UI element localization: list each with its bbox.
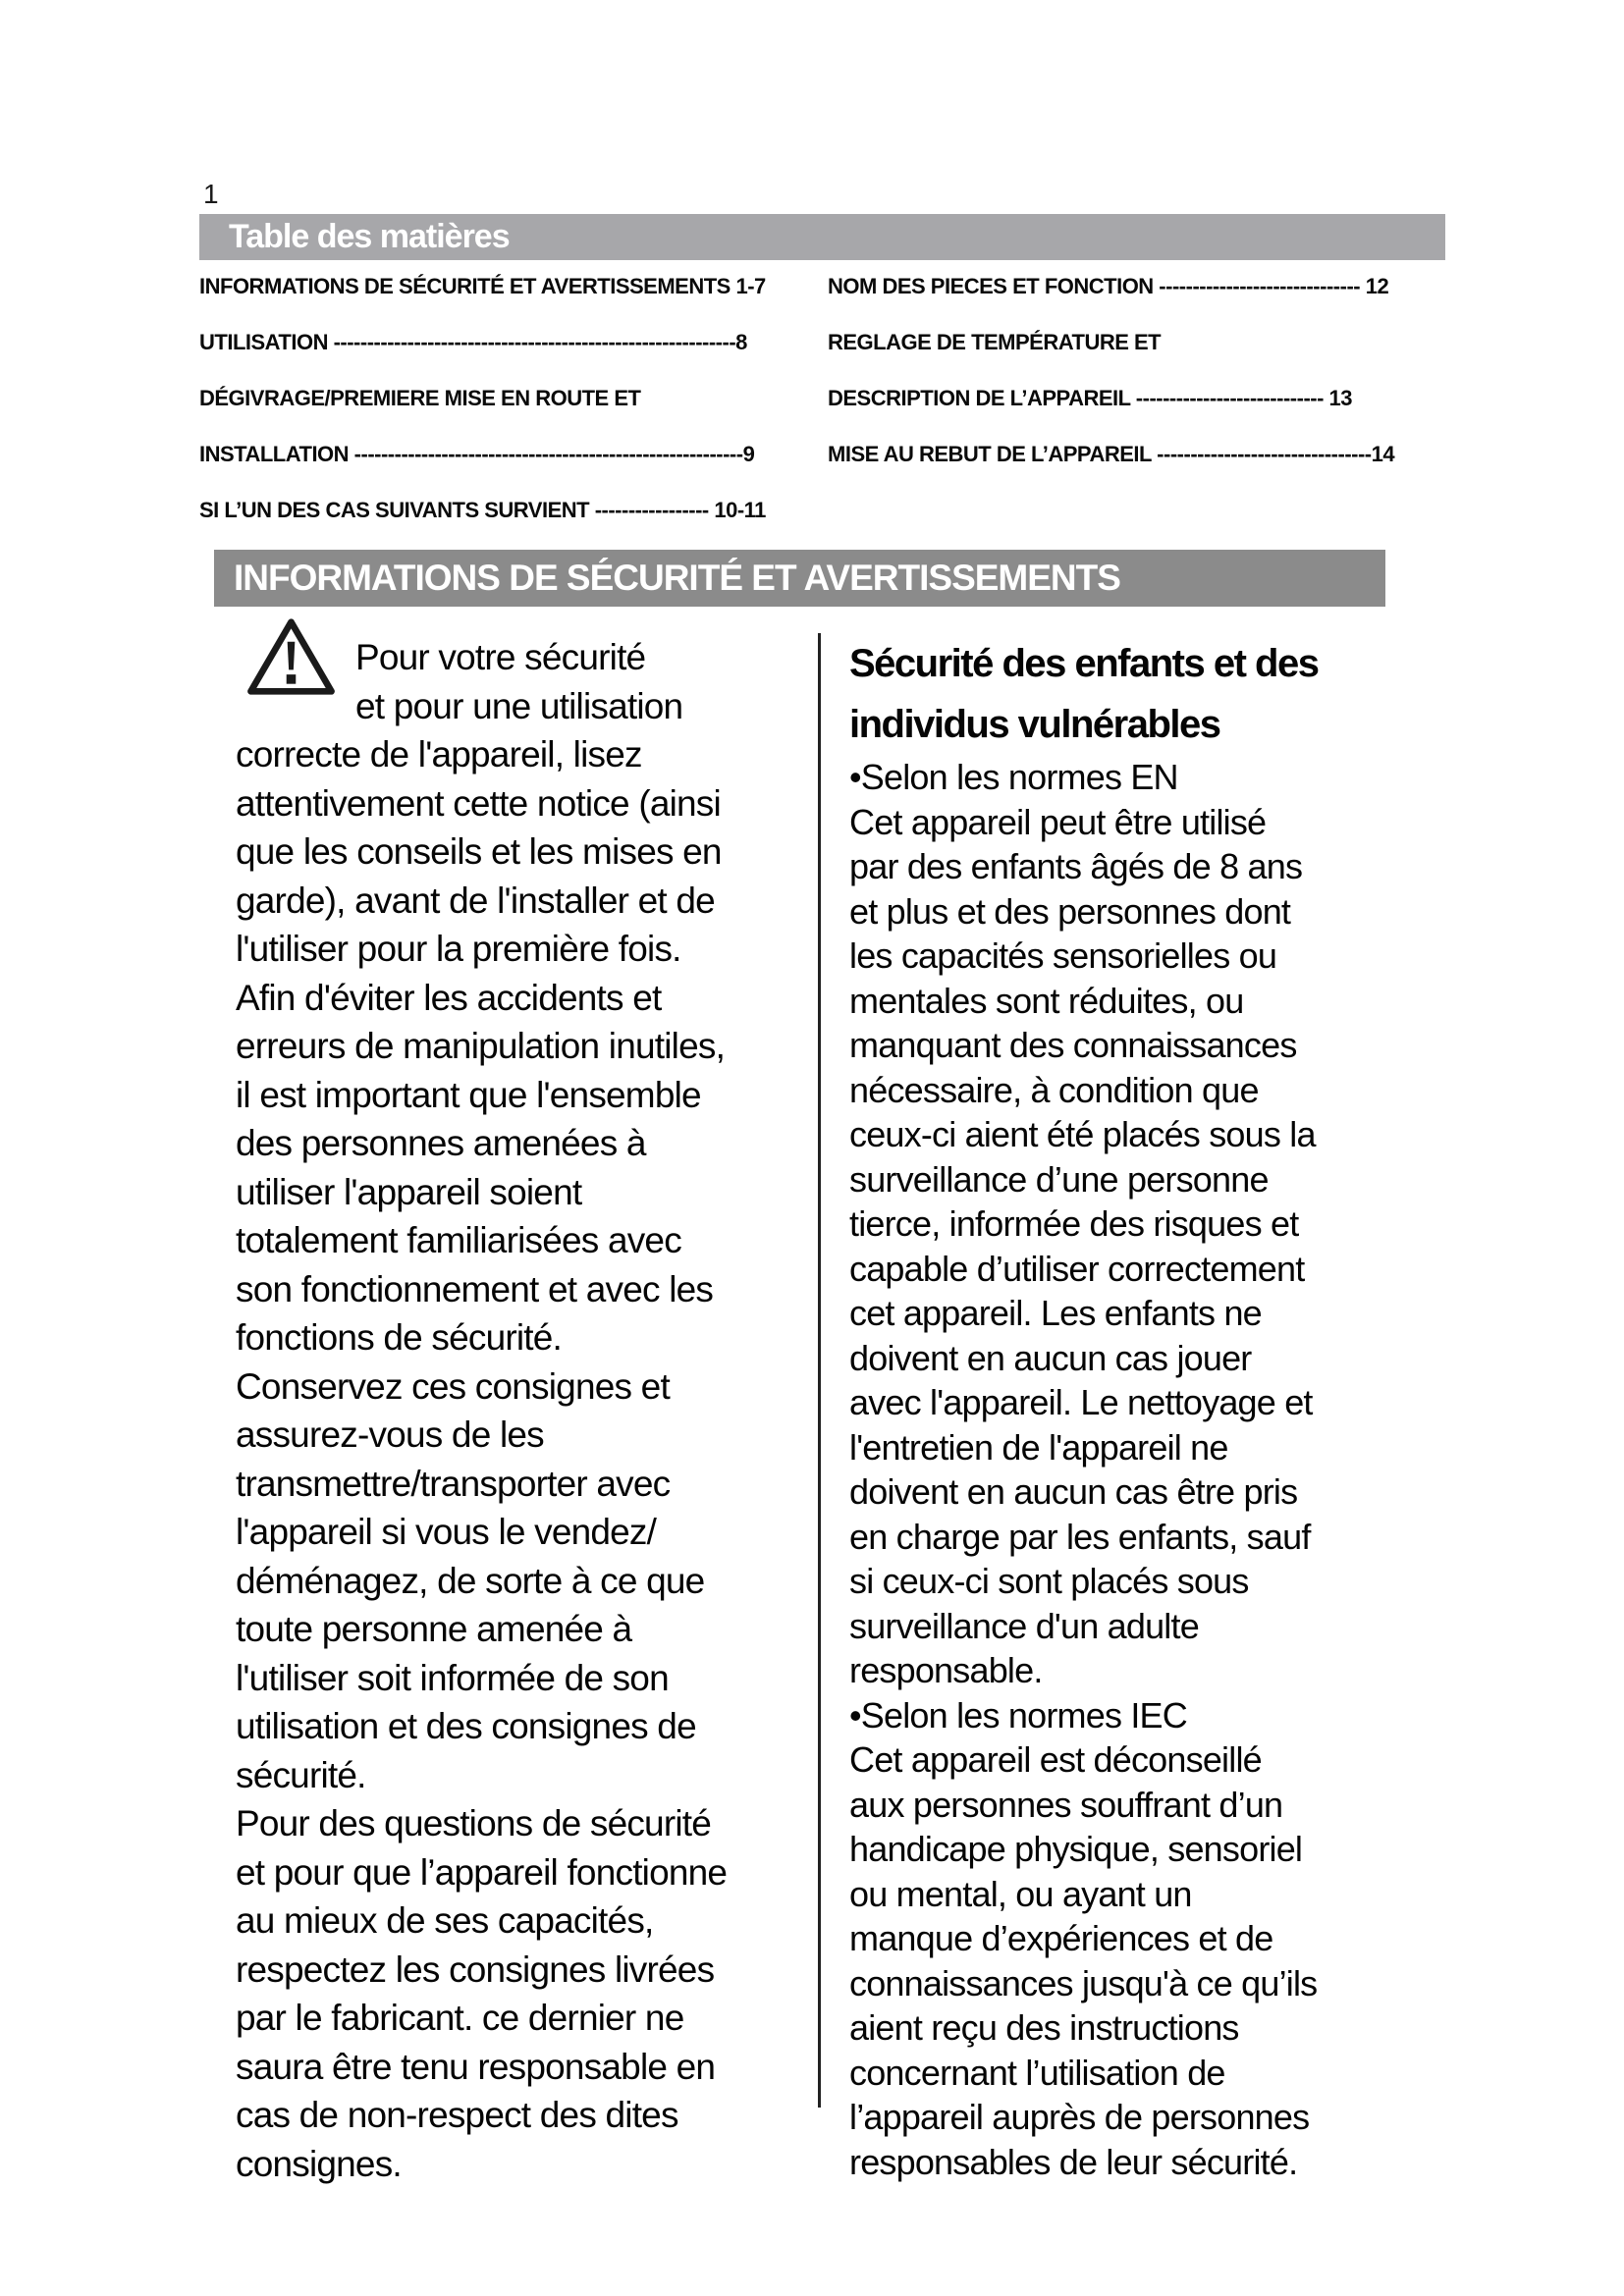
text-line: Pour des questions de sécurité xyxy=(236,1803,712,1843)
page-number: 1 xyxy=(203,179,219,209)
toc-entry: REGLAGE DE TEMPÉRATURE ET xyxy=(828,330,1162,354)
text-line: l'utiliser pour la première fois. xyxy=(236,929,681,969)
text-line: mentales sont réduites, ou xyxy=(849,980,1244,1021)
text-line: cet appareil. Les enfants ne xyxy=(849,1293,1262,1333)
toc-entry: SI L’UN DES CAS SUIVANTS SURVIENT ----------------- 10-11 xyxy=(199,498,766,522)
text-line: toute personne amenée à xyxy=(236,1609,632,1649)
text-line: les capacités sensorielles ou xyxy=(849,935,1277,976)
text-line: responsables de leur sécurité. xyxy=(849,2141,1298,2182)
text-line: et pour que l’appareil fonctionne xyxy=(236,1851,728,1893)
text-line: handicape physique, sensoriel xyxy=(849,1829,1303,1869)
safety-subheading-line: individus vulnérables xyxy=(849,703,1220,746)
toc-entry: UTILISATION ------------------------------------------------------------8 xyxy=(199,330,747,354)
toc-entry: DÉGIVRAGE/PREMIERE MISE EN ROUTE ET xyxy=(199,386,641,410)
text-line: déménagez, de sorte à ce que xyxy=(236,1560,705,1601)
safety-right-column xyxy=(849,633,1380,2184)
text-line: surveillance d'un adulte xyxy=(849,1605,1199,1646)
text-line: que les conseils et les mises en xyxy=(236,831,722,872)
text-line: l'entretien de l'appareil ne xyxy=(849,1426,1228,1468)
text-line: par des enfants âgés de 8 ans xyxy=(849,846,1303,886)
toc-left-column xyxy=(199,273,828,553)
safety-right-heading xyxy=(849,633,1380,755)
safety-left-paragraphs xyxy=(236,730,825,2188)
text-line: Pour votre sécurité xyxy=(355,637,646,677)
toc-entry: INSTALLATION ----------------------------------------------------------9 xyxy=(199,442,755,466)
text-line: attentivement cette notice (ainsi xyxy=(236,782,721,824)
text-line: doivent en aucun cas jouer xyxy=(849,1337,1252,1378)
text-line: des personnes amenées à xyxy=(236,1123,646,1163)
text-line: si ceux-ci sont placés sous xyxy=(849,1561,1249,1601)
text-line: consignes. xyxy=(236,2143,402,2184)
toc-right-column xyxy=(828,273,1456,497)
text-line: et pour une utilisation xyxy=(355,685,683,726)
text-line: fonctions de sécurité. xyxy=(236,1317,563,1358)
safety-subheading-line: Sécurité des enfants et des xyxy=(849,642,1319,685)
text-line: correcte de l'appareil, lisez xyxy=(236,734,642,774)
toc-entry: INFORMATIONS DE SÉCURITÉ ET AVERTISSEMENTS 1-7 xyxy=(199,274,766,298)
text-line: respectez les consignes livrées xyxy=(236,1949,715,1990)
text-line: saura être tenu responsable en xyxy=(236,2046,716,2087)
text-line: responsable. xyxy=(849,1650,1043,1690)
safety-title-bar xyxy=(214,550,1385,607)
text-line: utiliser l'appareil soient xyxy=(236,1171,582,1212)
text-line: garde), avant de l'installer et de xyxy=(236,880,715,921)
text-line: au mieux de ses capacités, xyxy=(236,1900,654,1941)
column-divider xyxy=(818,633,821,2108)
text-line: par le fabricant. ce dernier ne xyxy=(236,1998,684,2038)
text-line: manque d’expériences et de xyxy=(849,1918,1273,1958)
text-line: en charge par les enfants, sauf xyxy=(849,1516,1311,1557)
text-line: doivent en aucun cas être pris xyxy=(849,1471,1298,1512)
text-line: •Selon les normes IEC xyxy=(849,1694,1187,1735)
text-line: son fonctionnement et avec les xyxy=(236,1268,714,1309)
toc-title-bar xyxy=(199,214,1445,260)
text-line: tierce, informée des risques et xyxy=(849,1203,1299,1244)
text-line: et plus et des personnes dont xyxy=(849,890,1291,932)
text-line: •Selon les normes EN xyxy=(849,757,1178,797)
toc-entry: DESCRIPTION DE L’APPAREIL ---------------------------- 13 xyxy=(828,386,1353,410)
safety-left-intro xyxy=(236,633,825,730)
text-line: utilisation et des consignes de xyxy=(236,1706,696,1746)
text-line: Cet appareil est déconseillé xyxy=(849,1739,1262,1780)
text-line: Afin d'éviter les accidents et xyxy=(236,977,662,1018)
text-line: l'utiliser soit informée de son xyxy=(236,1657,669,1698)
text-line: ceux-ci aient été placés sous la xyxy=(849,1114,1316,1154)
toc-title: Table des matières xyxy=(229,218,510,255)
text-line: avec l'appareil. Le nettoyage et xyxy=(849,1382,1313,1422)
text-line: transmettre/transporter avec xyxy=(236,1463,671,1504)
text-line: surveillance d’une personne xyxy=(849,1158,1269,1200)
text-line: l’appareil auprès de personnes xyxy=(849,2097,1310,2137)
safety-right-paragraphs xyxy=(849,755,1380,2184)
text-line: Cet appareil peut être utilisé xyxy=(849,801,1267,842)
text-line: manquant des connaissances xyxy=(849,1025,1297,1065)
toc-entry: MISE AU REBUT DE L’APPAREIL --------------------------------14 xyxy=(828,442,1395,466)
text-line: cas de non-respect des dites xyxy=(236,2095,678,2135)
text-line: Conservez ces consignes et xyxy=(236,1365,670,1407)
text-line: connaissances jusqu'à ce qu’ils xyxy=(849,1962,1318,2003)
text-line: ou mental, ou ayant un xyxy=(849,1873,1192,1914)
text-line: concernant l’utilisation de xyxy=(849,2052,1225,2093)
text-line: sécurité. xyxy=(236,1754,366,1795)
text-line: nécessaire, à condition que xyxy=(849,1069,1259,1110)
text-line: capable d’utiliser correctement xyxy=(849,1248,1305,1289)
text-line: totalement familiarisées avec xyxy=(236,1220,681,1260)
text-line: aient reçu des instructions xyxy=(849,2007,1239,2048)
safety-left-column xyxy=(236,633,825,2188)
text-line: il est important que l'ensemble xyxy=(236,1074,701,1115)
toc-entry: NOM DES PIECES ET FONCTION ------------------------------ 12 xyxy=(828,274,1389,298)
text-line: assurez-vous de les xyxy=(236,1415,544,1455)
text-line: l'appareil si vous le vendez/ xyxy=(236,1512,657,1552)
text-line: aux personnes souffrant d’un xyxy=(849,1784,1283,1825)
safety-section-title: INFORMATIONS DE SÉCURITÉ ET AVERTISSEMENTS xyxy=(234,558,1120,598)
text-line: erreurs de manipulation inutiles, xyxy=(236,1026,726,1066)
